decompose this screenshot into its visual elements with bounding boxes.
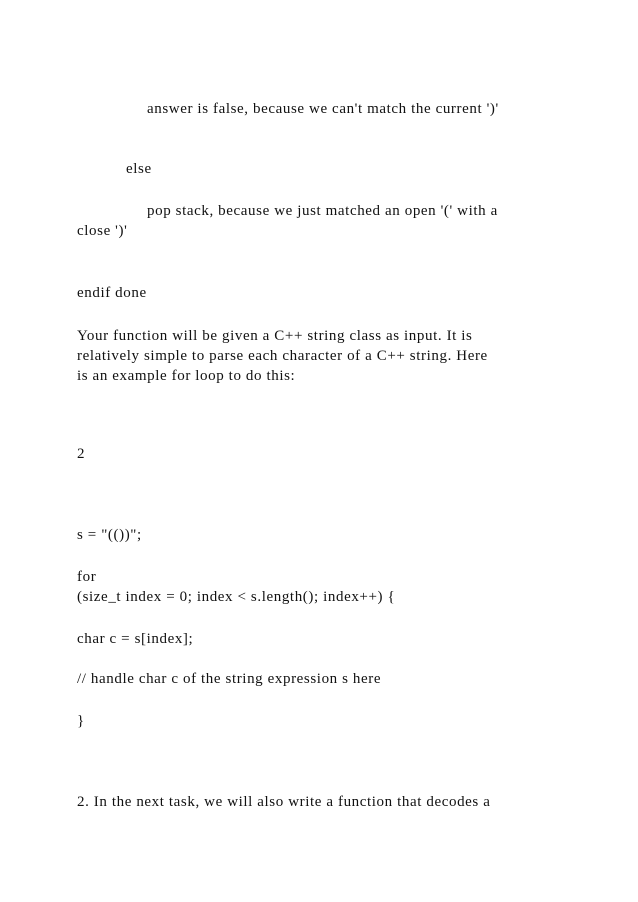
pseudocode-else-line: else [126, 161, 152, 177]
code-line: s = "(())"; [77, 527, 142, 543]
pseudocode-pop-stack-line: pop stack, because we just matched an open '(' with a [147, 203, 498, 219]
code-line: for [77, 569, 97, 585]
pseudocode-close-paren-line: close ')' [77, 223, 128, 239]
paragraph-line: relatively simple to parse each character of a C++ string. Here [77, 348, 488, 364]
pseudocode-endif-line: endif done [77, 285, 147, 301]
code-line: } [77, 713, 85, 729]
code-comment-line: // handle char c of the string expression s here [77, 671, 382, 687]
paragraph-line: 2. In the next task, we will also write a function that decodes a [77, 794, 491, 810]
pseudocode-answer-false-line: answer is false, because we can't match the current ')' [147, 101, 499, 117]
paragraph-line: is an example for loop to do this: [77, 368, 296, 384]
code-line: char c = s[index]; [77, 631, 194, 647]
page-number: 2 [77, 446, 86, 462]
paragraph-line: Your function will be given a C++ string class as input. It is [77, 328, 473, 344]
code-line: (size_t index = 0; index < s.length(); index++) { [77, 589, 396, 605]
